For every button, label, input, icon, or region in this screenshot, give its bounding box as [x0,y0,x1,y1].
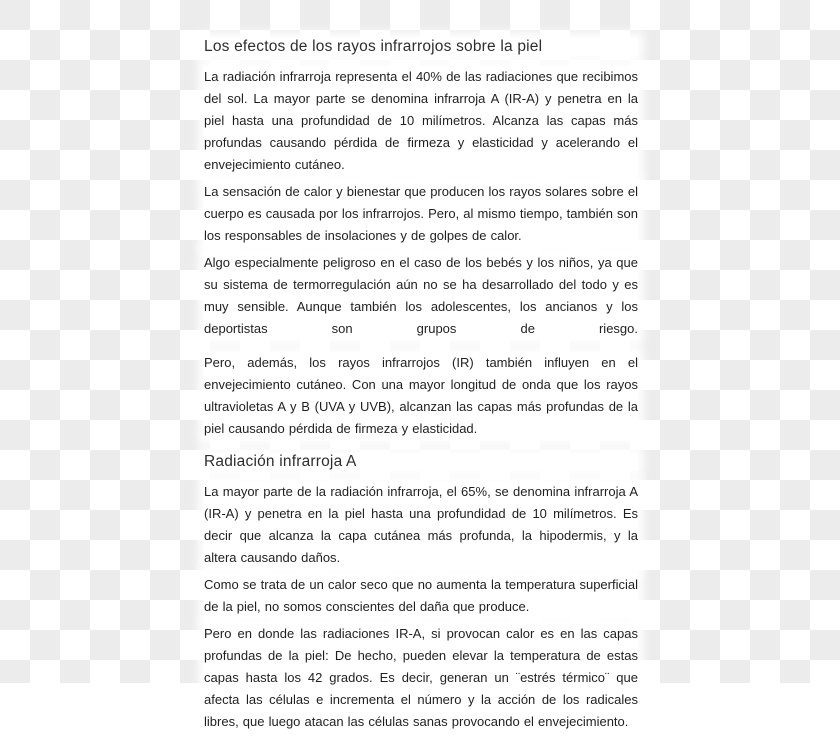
paragraph-thermal-stress: Pero en donde las radiaciones IR-A, si provocan calor es en las capas profundas de la piel: De hecho, pueden elevar la temperatura de estas capas hasta los 42 grados. Es decir, generan un ¨estrés térmico¨ que afecta las células e incrementa el número y la acción de los radicales libres, que luego atacan las células sanas provocando el envejecimiento. [204,623,638,733]
document-title: Los efectos de los rayos infrarrojos sobre la piel [204,38,638,56]
section-heading-radiacion-infrarroja-a: Radiación infrarroja A [204,453,638,471]
paragraph-heat-sensation: La sensación de calor y bienestar que producen los rayos solares sobre el cuerpo es causada por los infrarrojos. Pero, al mismo tiempo, también son los responsables de insolaciones y de golpes de calor. [204,181,638,247]
paragraph-ir-aging: Pero, además, los rayos infrarrojos (IR) también influyen en el envejecimiento cutáneo. Con una mayor longitud de onda que los rayos ultravioletas A y B (UVA y UVB), alcanzan las capas más profundas de la piel causando pérdida de firmeza y elasticidad. [204,352,638,440]
document-page [204,38,638,738]
paragraph-ir-a-65-percent: La mayor parte de la radiación infrarroja, el 65%, se denomina infrarroja A (IR-A) y penetra en la piel hasta una profundidad de 10 milímetros. Es decir que alcanza la capa cutánea más profunda, la hipodermis, y la altera causando daños. [204,481,638,569]
paragraph-dry-heat: Como se trata de un calor seco que no aumenta la temperatura superficial de la piel, no somos conscientes del daña que produce. [204,574,638,618]
paragraph-infrared-40-percent: La radiación infrarroja representa el 40% de las radiaciones que recibimos del sol. La mayor parte se denomina infrarroja A (IR-A) y penetra en la piel hasta una profundidad de 10 milímetros. Alcanza las capas más profundas causando pérdida de firmeza y elasticidad y acelerando el envejecimiento cutáneo. [204,66,638,176]
paragraph-risk-groups: Algo especialmente peligroso en el caso de los bebés y los niños, ya que su sistema de termorregulación aún no se ha desarrollado del todo y es muy sensible. Aunque también los adolescentes, los ancianos y los deportistas son grupos de riesgo. [204,252,638,340]
